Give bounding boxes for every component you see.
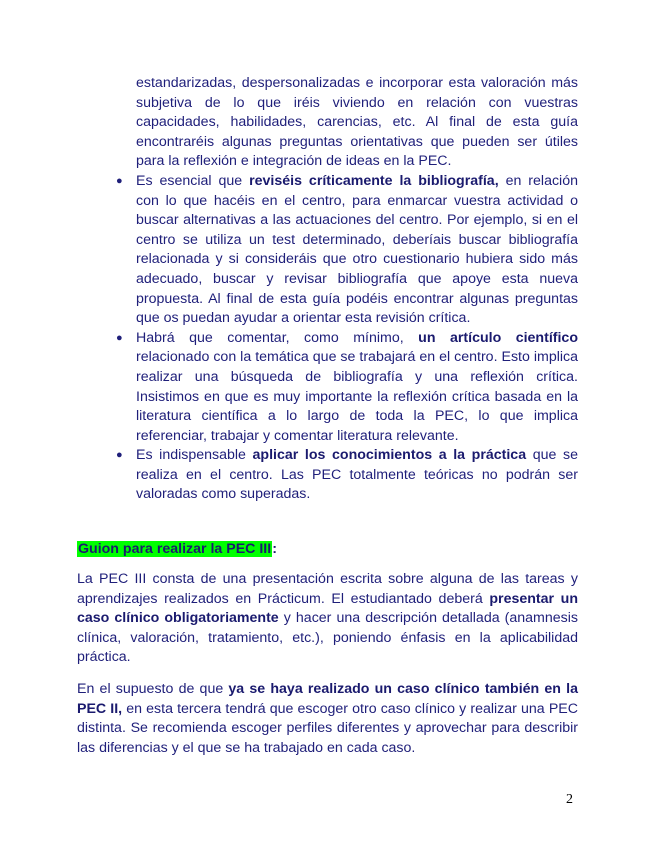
- paragraph-text-post: y hacer una descripción detallada (anamnesis clínica, valoración, tratamiento, etc.), poniendo énfasis en la aplicabilidad práctica.: [77, 610, 578, 666]
- list-item-emphasis: un artículo científico: [418, 329, 578, 346]
- bullet-icon: ●: [116, 174, 123, 187]
- list-item-text-post: que se realiza en el centro. Las PEC totalmente teóricas no podrán ser valoradas como superadas.: [136, 447, 578, 503]
- bullet-list: [116, 74, 578, 505]
- body-paragraph: [77, 680, 578, 758]
- list-item-text: [136, 446, 578, 505]
- list-item-text-pre: Habrá que comentar, como mínimo,: [136, 329, 419, 346]
- list-item: [116, 329, 578, 447]
- list-item-emphasis: aplicar los conocimientos a la práctica: [252, 447, 527, 464]
- list-item: [116, 172, 578, 329]
- list-item: [116, 446, 578, 505]
- bullet-icon: ●: [116, 449, 123, 462]
- list-item-text-post: relacionado con la temática que se trabajará en el centro. Esto implica realizar una búsqueda de bibliografía y una reflexión crítica. Insistimos en que es muy importante la reflexión crítica basada en la literatura científica a lo largo de toda la PEC, lo que implica referenciar, trabajar y comentar literatura relevante.: [136, 349, 578, 444]
- paragraph-emphasis: ya se haya realizado un caso clínico también en la PEC II,: [77, 681, 578, 717]
- list-item-text: [136, 329, 578, 447]
- list-item-text-post: en relación con lo que hacéis en el centro, para enmarcar vuestra actividad o buscar alternativas a las actuaciones del centro. Por ejemplo, si en el centro se utiliza un test determinado, deberíais buscar bibliografía relacionada y si consideráis que otro cuestionario hubiera sido más adecuado, buscar y revisar bibliografía que apoye esta nueva propuesta. Al final de esta guía podéis encontrar algunas preguntas que os puedan ayudar a orientar esta revisión crítica.: [136, 172, 578, 327]
- section-heading: [77, 540, 277, 559]
- paragraph-text-pre: En el supuesto de que: [77, 681, 229, 697]
- page-number: 2: [566, 792, 573, 807]
- paragraph-text-post: en esta tercera tendrá que escoger otro caso clínico y realizar una PEC distinta. Se recomienda escoger perfiles diferentes y aprovechar para describir las diferencias y el que se ha trabajado en cada caso.: [77, 700, 578, 756]
- list-item-text-pre: Es indispensable: [136, 447, 253, 464]
- list-item-emphasis: reviséis críticamente la bibliografía,: [249, 172, 499, 189]
- list-item-text-pre: Es esencial que: [136, 172, 250, 189]
- list-item-text: estandarizadas, despersonalizadas e incorporar esta valoración más subjetiva de lo que iréis viviendo en relación con vuestras capacidades, habilidades, carencias, etc. Al final de esta guía encontraréis algunas preguntas orientativas que pueden ser útiles para la reflexión e integración de ideas en la PEC.: [136, 75, 578, 170]
- section-heading-highlight: Guion para realizar la PEC III: [78, 541, 272, 557]
- section-heading-suffix: :: [272, 541, 277, 557]
- paragraph-emphasis: presentar un caso clínico obligatoriamente: [77, 590, 578, 627]
- body-paragraph: [77, 570, 578, 668]
- paragraph-text-pre: La PEC III consta de una presentación escrita sobre alguna de las tareas y aprendizajes realizados en Prácticum. El estudiantado deberá: [77, 571, 578, 607]
- bullet-icon: ●: [116, 331, 123, 344]
- list-item-text: [136, 172, 578, 329]
- list-item-continuation: [116, 74, 578, 172]
